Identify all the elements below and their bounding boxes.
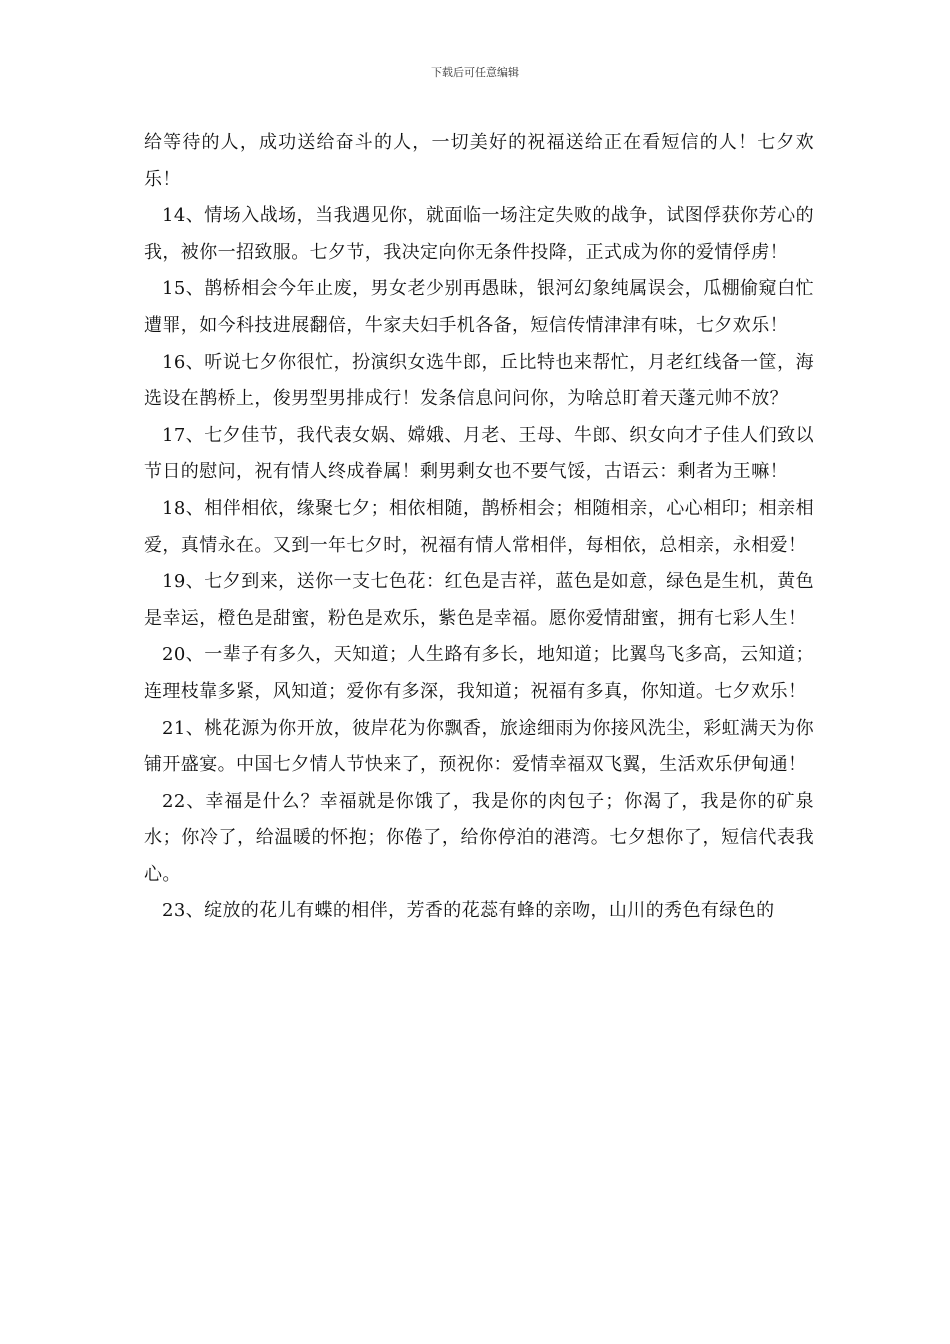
paragraph: 16、听说七夕你很忙，扮演织女选牛郎，丘比特也来帮忙，月老红线备一筐，海选设在鹊桥上，俊男型男排成行！发条信息问问你，为啥总盯着天蓬元帅不放？: [144, 351, 814, 410]
paragraph: 21、桃花源为你开放，彼岸花为你飘香，旅途细雨为你接风洗尘，彩虹满天为你铺开盛宴。中国七夕情人节快来了，预祝你：爱情幸福双飞翼，生活欢乐伊甸通！: [144, 717, 814, 776]
paragraph: 15、鹊桥相会今年止废，男女老少别再愚昧，银河幻象纯属误会，瓜棚偷窥白忙遭罪，如今科技进展翻倍，牛家夫妇手机各备，短信传情津津有味，七夕欢乐！: [144, 278, 814, 336]
paragraph: 23、绽放的花儿有蝶的相伴，芳香的花蕊有蜂的亲吻，山川的秀色有绿色的: [162, 900, 775, 922]
page-header: 下载后可任意编辑: [431, 66, 519, 79]
paragraph: 18、相伴相依，缘聚七夕；相依相随，鹊桥相会；相随相亲，心心相印；相亲相爱，真情永在。又到一年七夕时，祝福有情人常相伴，每相依，总相亲，永相爱！: [144, 497, 814, 556]
paragraph: 22、幸福是什么？幸福就是你饿了，我是你的肉包子；你渴了，我是你的矿泉水；你冷了，给温暖的怀抱；你倦了，给你停泊的港湾。七夕想你了，短信代表我心。: [144, 790, 814, 885]
paragraph: 20、一辈子有多久，天知道；人生路有多长，地知道；比翼鸟飞多高，云知道；连理枝靠多紧，风知道；爱你有多深，我知道；祝福有多真，你知道。七夕欢乐！: [144, 644, 814, 702]
paragraph: 19、七夕到来，送你一支七色花：红色是吉祥，蓝色是如意，绿色是生机，黄色是幸运，橙色是甜蜜，粉色是欢乐，紫色是幸福。愿你爱情甜蜜，拥有七彩人生！: [144, 571, 814, 629]
paragraph: 给等待的人，成功送给奋斗的人，一切美好的祝福送给正在看短信的人！七夕欢乐！: [144, 132, 814, 190]
document-body: [144, 125, 814, 930]
paragraph: 17、七夕佳节，我代表女娲、嫦娥、月老、王母、牛郎、织女向才子佳人们致以节日的慰问，祝有情人终成眷属！剩男剩女也不要气馁，古语云：剩者为王嘛！: [144, 424, 814, 483]
paragraph: 14、情场入战场，当我遇见你，就面临一场注定失败的战争，试图俘获你芳心的我，被你一招致服。七夕节，我决定向你无条件投降，正式成为你的爱情俘虏！: [144, 205, 814, 263]
